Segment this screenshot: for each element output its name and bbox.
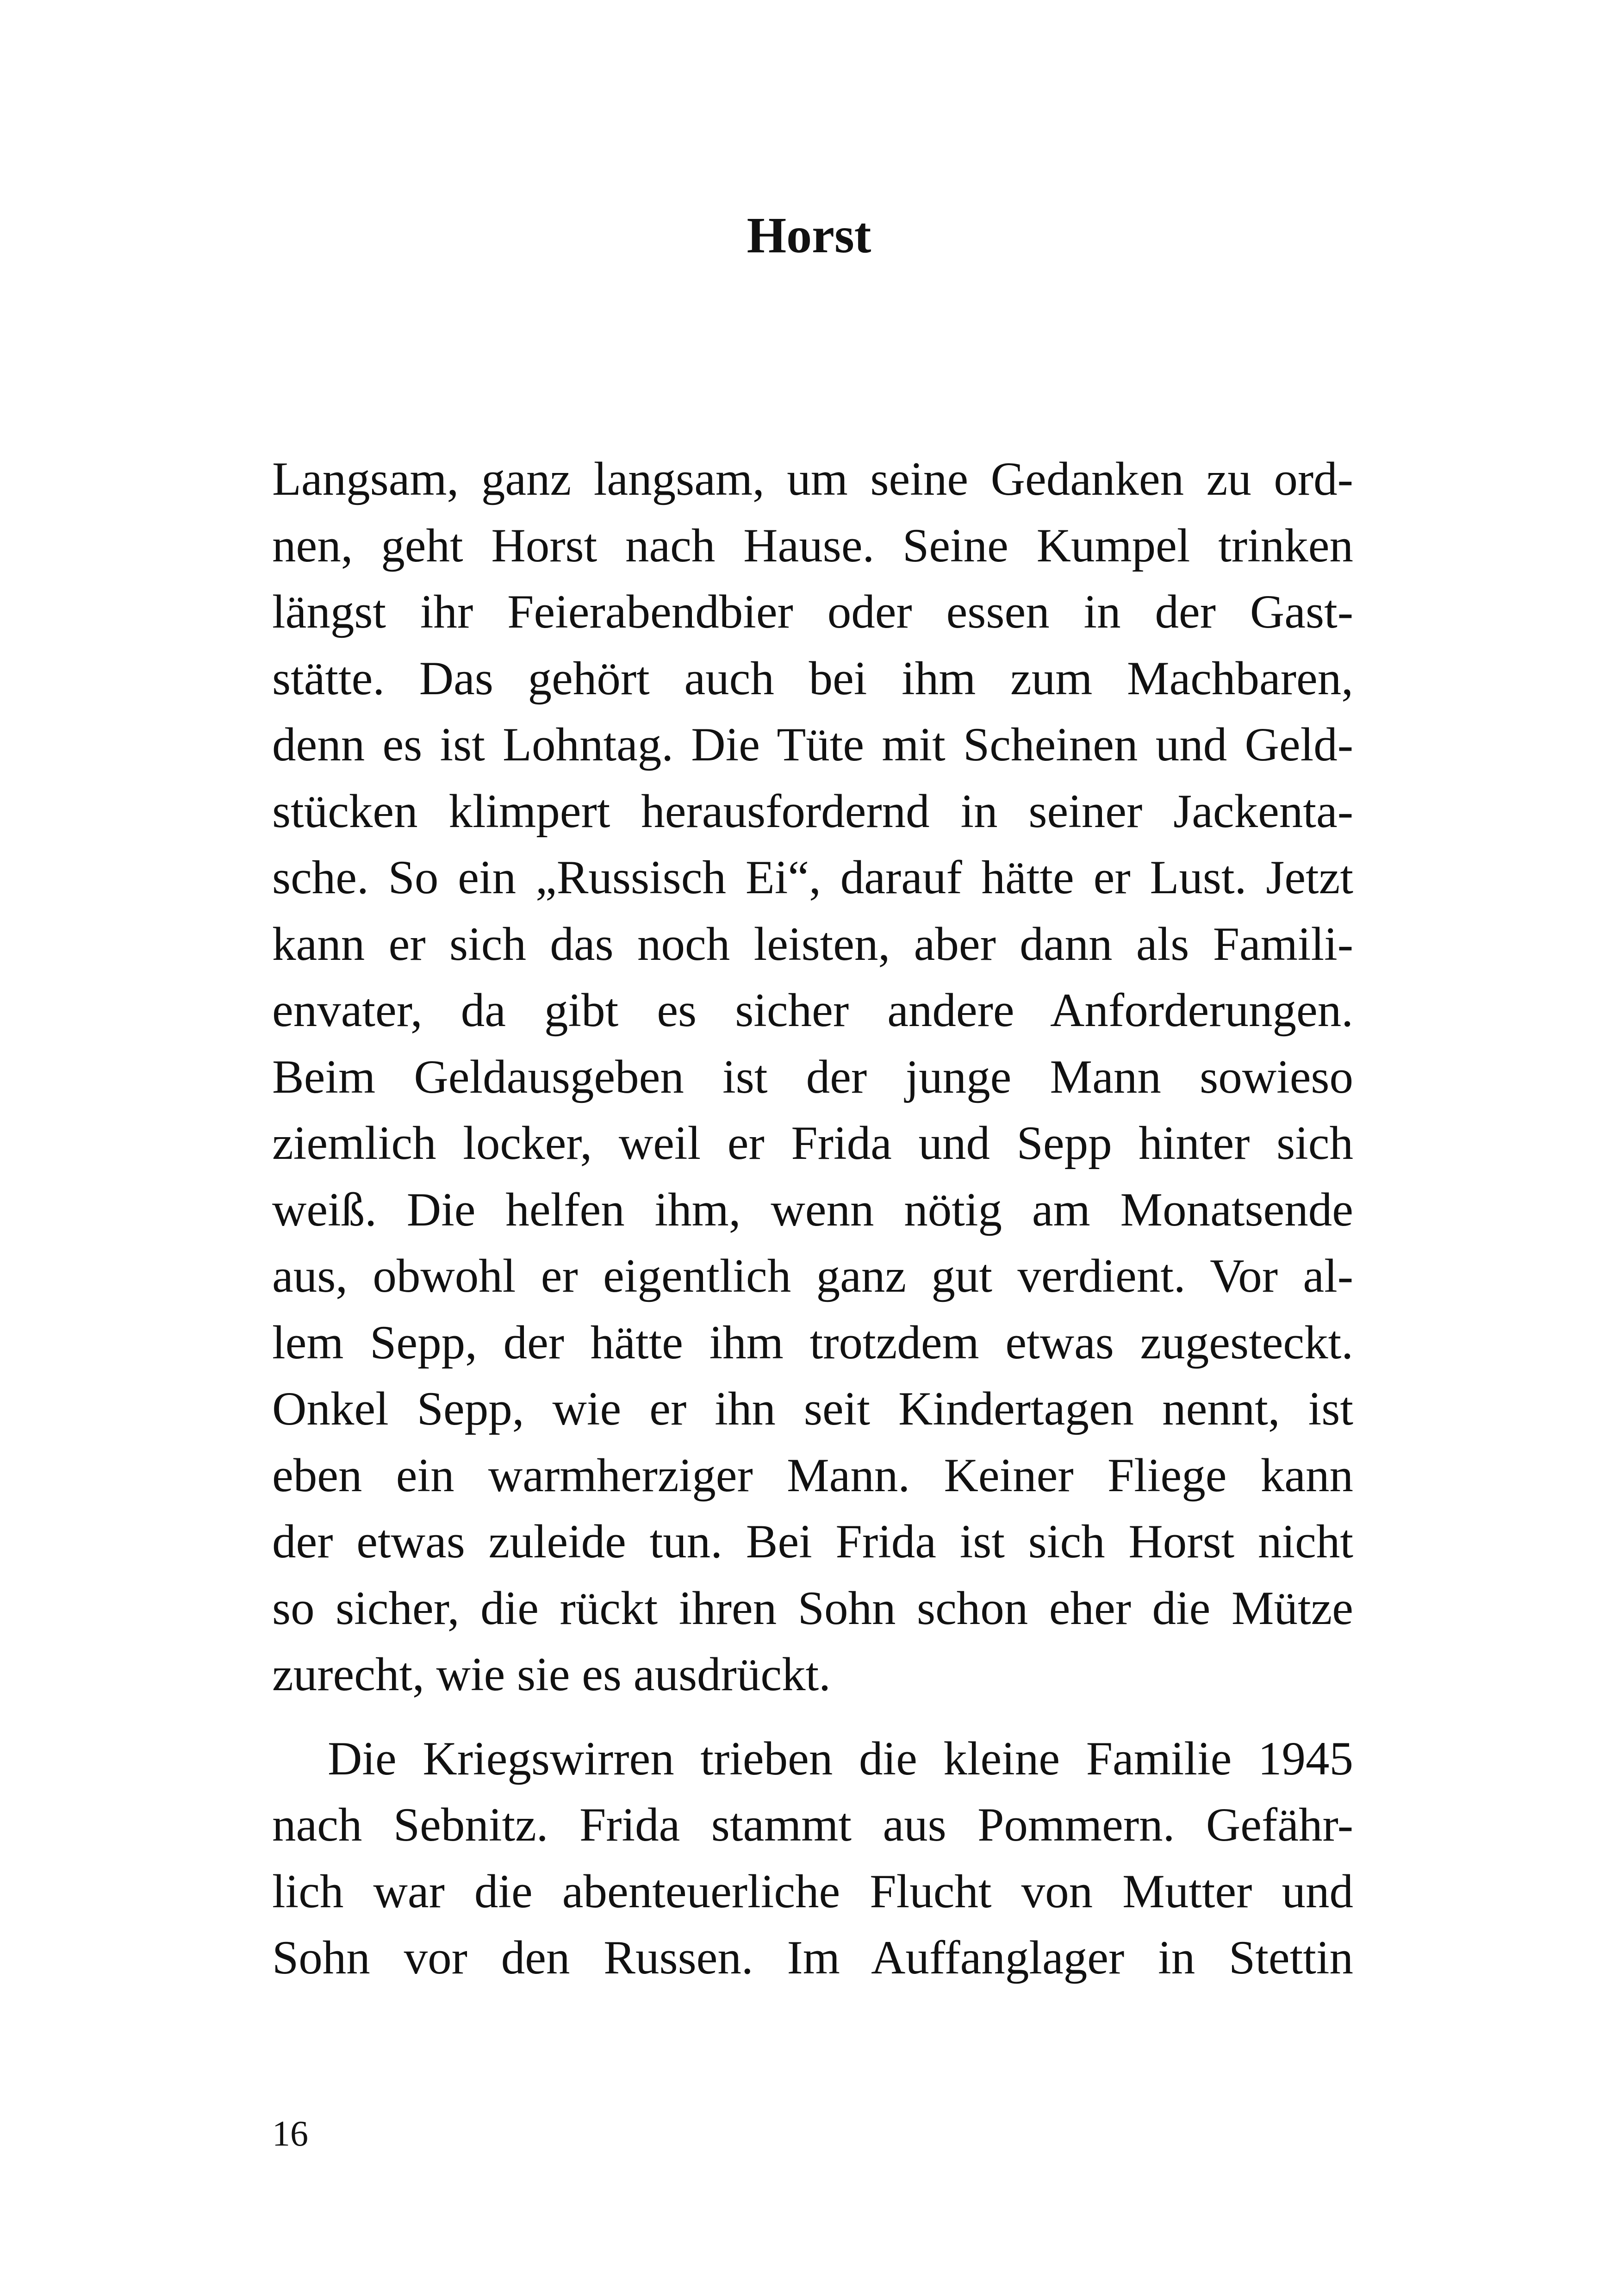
text-line: stücken klimpert herausfordernd in seiner Jackenta- [272, 784, 1353, 838]
paragraph-2 [272, 1726, 1353, 1991]
text-line: Langsam, ganz langsam, um seine Gedanken zu ord- [272, 453, 1353, 505]
text-line: lem Sepp, der hätte ihm trotzdem etwas zugesteckt. [272, 1316, 1353, 1369]
text-line: ziemlich locker, weil er Frida und Sepp hinter sich [272, 1117, 1353, 1170]
text-line: eben ein warmherziger Mann. Keiner Fliege kann [272, 1449, 1353, 1502]
text-line: Onkel Sepp, wie er ihn seit Kindertagen nennt, ist [272, 1382, 1353, 1435]
text-line: aus, obwohl er eigentlich ganz gut verdient. Vor al- [272, 1250, 1353, 1302]
text-line: stätte. Das gehört auch bei ihm zum Machbaren, [272, 652, 1353, 705]
text-line: kann er sich das noch leisten, aber dann als Famili- [272, 917, 1353, 971]
text-line: der etwas zuleide tun. Bei Frida ist sich Horst nicht [272, 1515, 1353, 1568]
text-line: längst ihr Feierabendbier oder essen in der Gast- [272, 585, 1353, 638]
text-line: denn es ist Lohntag. Die Tüte mit Scheinen und Geld- [272, 718, 1353, 771]
text-line: Beim Geldausgeben ist der junge Mann sowieso [272, 1050, 1353, 1103]
text-line: envater, da gibt es sicher andere Anforderungen. [272, 984, 1353, 1037]
body-text [272, 446, 1353, 1991]
text-line: weiß. Die helfen ihm, wenn nötig am Monatsende [272, 1183, 1353, 1236]
text-line: lich war die abenteuerliche Flucht von Mutter und [272, 1865, 1353, 1918]
text-line: so sicher, die rückt ihren Sohn schon eher die Mütze [272, 1581, 1353, 1635]
page-number: 16 [272, 2113, 308, 2153]
text-line: Sohn vor den Russen. Im Auffanglager in Stettin [272, 1931, 1353, 1984]
text-line: sche. So ein „Russisch Ei“, darauf hätte er Lust. Jetzt [272, 851, 1353, 904]
text-line: zurecht, wie sie es ausdrückt. [272, 1648, 831, 1701]
chapter-title: Horst [747, 207, 871, 263]
text-line: nen, geht Horst nach Hause. Seine Kumpel trinken [272, 519, 1353, 572]
paragraph-spacer [272, 1708, 1353, 1726]
text-line: Die Kriegswirren trieben die kleine Familie 1945 [328, 1732, 1353, 1785]
paragraph-1 [272, 446, 1353, 1708]
text-line: nach Sebnitz. Frida stammt aus Pommern. Gefähr- [272, 1798, 1353, 1851]
